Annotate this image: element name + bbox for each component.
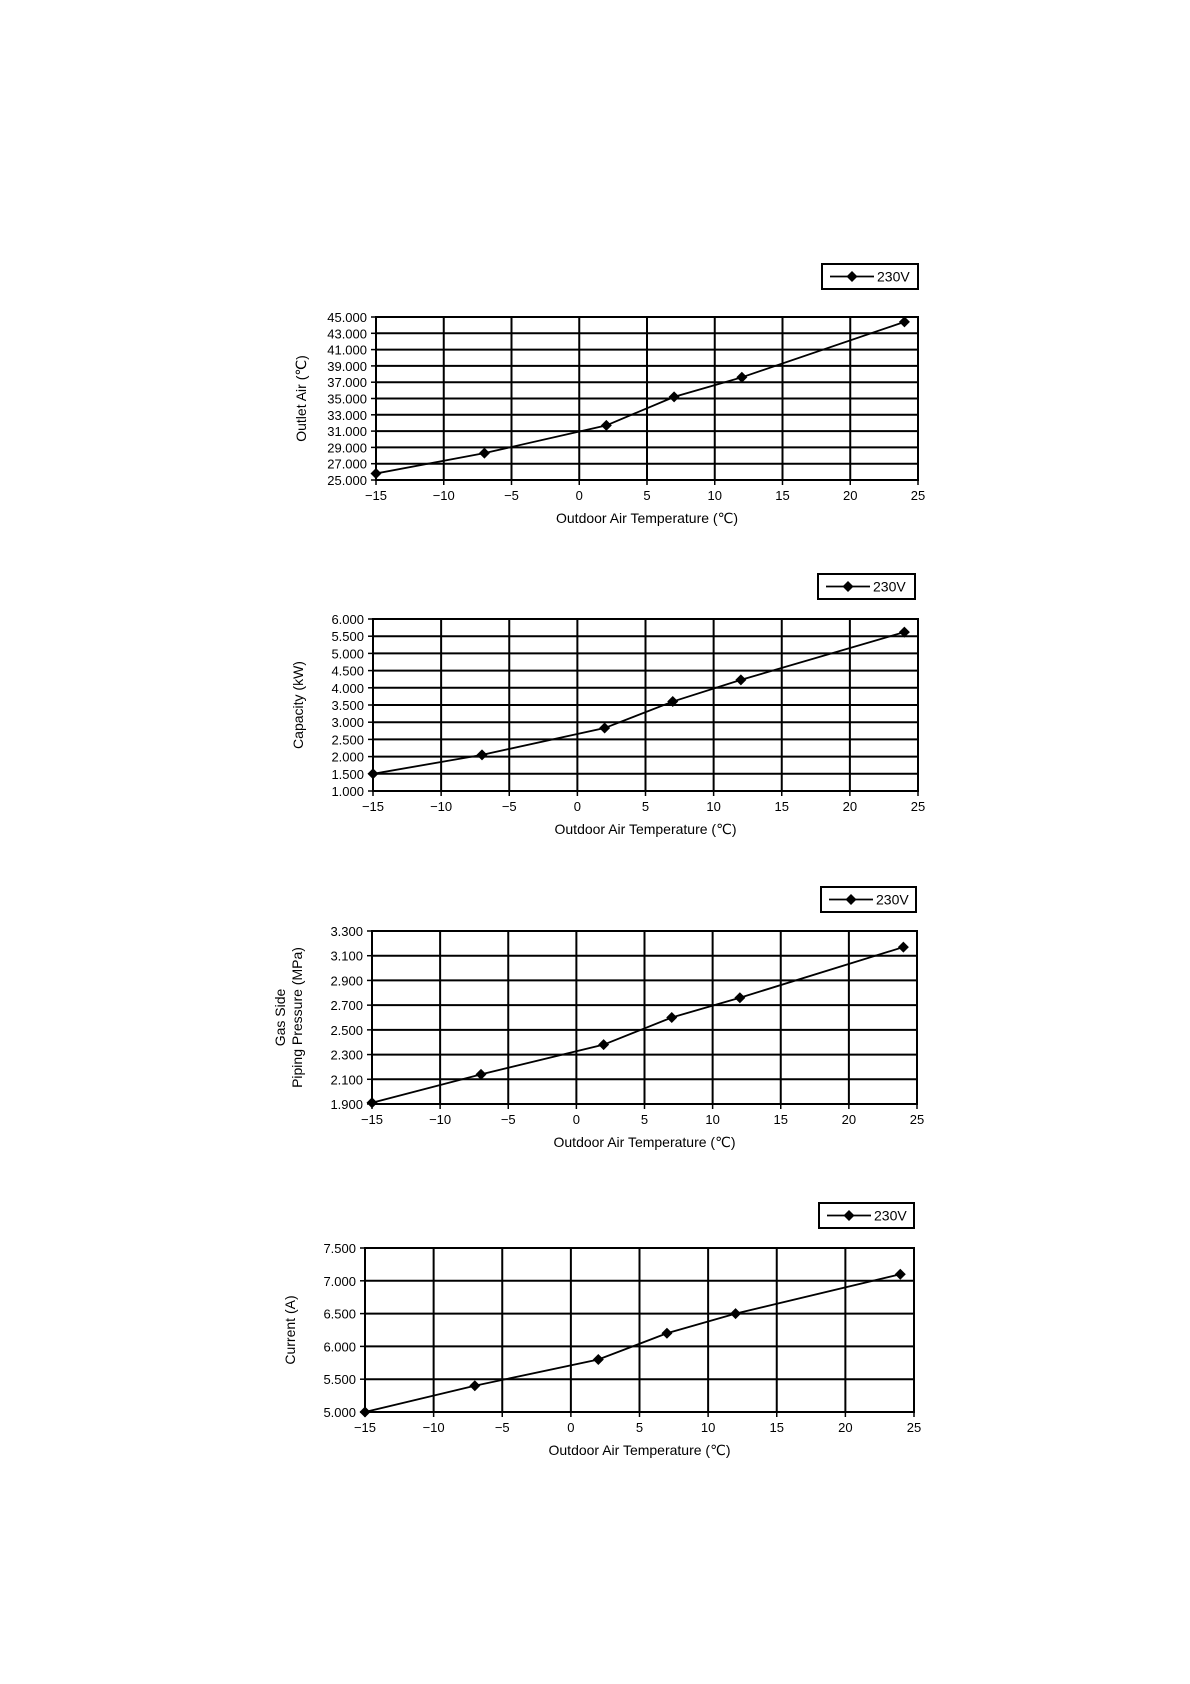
x-tick-label: 10 xyxy=(700,1420,716,1435)
x-tick-label: 15 xyxy=(773,1112,788,1127)
y-tick-label: 2.100 xyxy=(330,1072,363,1088)
x-tick-label: 10 xyxy=(706,799,721,814)
x-tick-label: 0 xyxy=(567,1420,575,1435)
x-tick-label: 25 xyxy=(909,1112,925,1127)
x-tick-label: 15 xyxy=(774,799,789,814)
data-point xyxy=(730,1308,741,1319)
x-tick-label: 20 xyxy=(841,1112,857,1127)
y-tick-label: 1.500 xyxy=(331,766,364,782)
y-tick-label: 4.500 xyxy=(331,663,364,679)
series-line xyxy=(365,1274,900,1412)
x-tick-label: 20 xyxy=(842,799,858,814)
y-tick-label: 1.900 xyxy=(330,1097,363,1112)
x-axis-label: Outdoor Air Temperature (℃) xyxy=(556,510,738,526)
x-tick-label: 5 xyxy=(635,1420,644,1435)
x-tick-label: −15 xyxy=(361,799,385,814)
legend-label: 230V xyxy=(876,891,909,908)
x-tick-label: −15 xyxy=(360,1112,384,1127)
y-axis-label: Piping Pressure (MPa) xyxy=(289,947,305,1088)
y-tick-label: 2.500 xyxy=(330,1022,363,1038)
data-point xyxy=(895,1269,906,1280)
x-tick-label: −5 xyxy=(504,488,519,503)
x-tick-label: 15 xyxy=(769,1420,784,1435)
x-tick-label: 5 xyxy=(641,799,650,814)
y-tick-label: 4.000 xyxy=(331,680,364,696)
x-tick-label: −5 xyxy=(494,1420,510,1435)
data-point xyxy=(593,1354,604,1365)
x-tick-label: 25 xyxy=(910,488,926,503)
y-tick-label: 3.100 xyxy=(330,948,363,964)
data-point xyxy=(469,1380,480,1391)
y-axis-label: Current (A) xyxy=(282,1295,298,1365)
x-tick-label: 20 xyxy=(843,488,858,503)
y-tick-label: 5.000 xyxy=(323,1405,356,1420)
x-tick-label: 0 xyxy=(573,799,581,814)
x-tick-label: 5 xyxy=(640,1112,649,1127)
legend-label: 230V xyxy=(873,578,906,595)
y-tick-label: 43.000 xyxy=(327,326,367,342)
y-tick-label: 3.000 xyxy=(331,715,364,731)
y-tick-label: 7.500 xyxy=(323,1241,356,1256)
y-tick-label: 7.000 xyxy=(323,1273,356,1289)
x-tick-label: 0 xyxy=(575,488,583,503)
y-tick-label: 2.500 xyxy=(331,732,364,748)
y-tick-label: 39.000 xyxy=(327,358,367,374)
y-tick-label: 5.000 xyxy=(331,646,364,662)
y-tick-label: 1.000 xyxy=(331,784,364,799)
x-tick-label: 25 xyxy=(910,799,926,814)
y-tick-label: 5.500 xyxy=(331,629,364,645)
x-tick-label: 10 xyxy=(707,488,722,503)
y-tick-label: 41.000 xyxy=(327,342,367,358)
x-tick-label: −10 xyxy=(422,1420,445,1435)
y-tick-label: 3.500 xyxy=(331,698,364,713)
x-tick-label: −10 xyxy=(429,1112,452,1127)
x-tick-label: −5 xyxy=(500,1112,516,1127)
y-tick-label: 6.000 xyxy=(331,612,364,627)
x-tick-label: 25 xyxy=(906,1420,922,1435)
x-axis-label: Outdoor Air Temperature (℃) xyxy=(554,821,737,837)
x-tick-label: −10 xyxy=(432,488,455,503)
y-tick-label: 3.300 xyxy=(330,924,363,939)
x-tick-label: 20 xyxy=(838,1420,853,1435)
x-tick-label: −10 xyxy=(430,799,453,814)
y-tick-label: 2.000 xyxy=(331,749,364,765)
y-tick-label: 2.900 xyxy=(330,973,363,989)
legend-label: 230V xyxy=(874,1207,907,1224)
y-tick-label: 31.000 xyxy=(327,424,367,440)
x-tick-label: 15 xyxy=(775,488,790,503)
y-tick-label: 25.000 xyxy=(327,473,367,488)
x-tick-label: −15 xyxy=(364,488,388,503)
y-axis-label: Capacity (kW) xyxy=(290,661,306,749)
x-tick-label: 5 xyxy=(643,488,651,503)
y-axis-label: Outlet Air (℃) xyxy=(293,355,309,442)
data-point xyxy=(661,1328,672,1339)
data-point xyxy=(360,1407,371,1418)
y-tick-label: 37.000 xyxy=(327,375,367,391)
y-tick-label: 35.000 xyxy=(327,391,367,407)
y-axis-label: Gas Side xyxy=(272,988,288,1047)
legend-label: 230V xyxy=(877,268,910,285)
x-tick-label: −5 xyxy=(501,799,517,814)
y-tick-label: 33.000 xyxy=(327,407,367,423)
y-tick-label: 45.000 xyxy=(327,310,367,325)
x-tick-label: −15 xyxy=(353,1420,377,1435)
y-tick-label: 6.000 xyxy=(323,1339,356,1355)
y-tick-label: 2.700 xyxy=(330,998,363,1014)
x-axis-label: Outdoor Air Temperature (℃) xyxy=(553,1134,736,1150)
y-tick-label: 29.000 xyxy=(327,440,367,456)
y-tick-label: 27.000 xyxy=(327,456,367,472)
y-tick-label: 5.500 xyxy=(323,1372,356,1388)
x-tick-label: 10 xyxy=(705,1112,720,1127)
y-tick-label: 2.300 xyxy=(330,1047,363,1063)
y-tick-label: 6.500 xyxy=(323,1306,356,1322)
x-tick-label: 0 xyxy=(572,1112,580,1127)
x-axis-label: Outdoor Air Temperature (℃) xyxy=(548,1442,731,1458)
